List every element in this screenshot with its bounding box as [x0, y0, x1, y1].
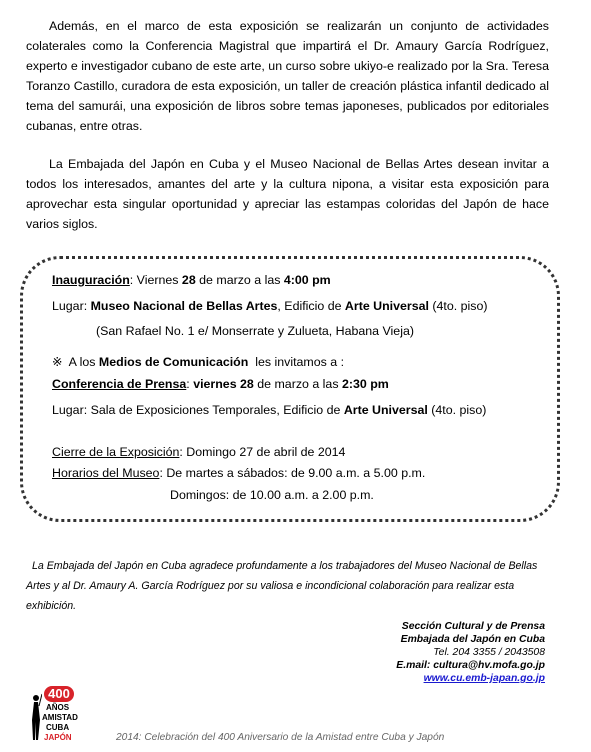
400-years-logo: 400 AÑOS AMISTAD CUBA JAPÓN: [28, 686, 90, 750]
press-venue-line: Lugar: Sala de Exposiciones Temporales, Edificio de Arte Universal (4to. piso): [52, 403, 487, 417]
sunday-hours-line: Domingos: de 10.00 a.m. a 2.00 p.m.: [170, 488, 374, 502]
venue-line: Lugar: Museo Nacional de Bellas Artes, Edificio de Arte Universal (4to. piso): [52, 299, 488, 313]
contact-block: [396, 620, 545, 685]
press-conference-label: Conferencia de Prensa: [52, 377, 187, 391]
email-line: E.mail: cultura@hv.mofa.go.jp: [396, 660, 545, 671]
section-name: Sección Cultural y de Prensa: [401, 621, 545, 632]
embassy-name: Embajada del Japón en Cuba: [400, 634, 545, 645]
closing-line: Cierre de la Exposición: Domingo 27 de abril de 2014: [52, 445, 346, 459]
phone-number: Tel. 204 3355 / 2043508: [433, 647, 545, 658]
acknowledgement-paragraph: La Embajada del Japón en Cuba agradece profundamente a los trabajadores del Museo Nacional de Bellas Artes y al Dr. Amaury A. García Rodríguez por su valiosa e incondicional colaboración para realizar esta exhibición.: [26, 560, 538, 612]
paragraph-activities: Además, en el marco de esta exposición se realizarán un conjunto de actividades colaterales como la Conferencia Magistral que impartirá el Dr. Amaury García Rodríguez, experto e investigador cubano de este arte, un curso sobre ukiyo-e realizado por la Sra. Teresa Toranzo Castillo, curadora de esta exposición, un taller de creación plástica infantil dedicado al tema del samurái, una exposición de libros sobre temas japoneses, publicados por editoriales cubanas, entre otras.: [26, 19, 549, 133]
footer-caption: 2014: Celebración del 400 Aniversario de la Amistad entre Cuba y Japón: [116, 732, 445, 743]
address-line: (San Rafael No. 1 e/ Monserrate y Zulueta, Habana Vieja): [96, 324, 414, 338]
media-line: ※ A los Medios de Comunicación les invitamos a :: [52, 355, 345, 369]
logo-number: 400: [44, 686, 74, 702]
reference-mark-icon: ※: [52, 355, 63, 369]
paragraph-invitation: La Embajada del Japón en Cuba y el Museo Nacional de Bellas Artes desean invitar a todos los interesados, amantes del arte y la cultura nipona, a visitar esta exposición para aprovechar esta singular oportunidad y apreciar las estampas coloridas del Japón de hace varios siglos.: [26, 157, 549, 231]
inauguration-label: Inauguración: [52, 273, 130, 287]
samurai-figure-icon: [30, 692, 42, 742]
press-conference-line: Conferencia de Prensa: viernes 28 de marzo a las 2:30 pm: [52, 377, 389, 391]
website-link[interactable]: www.cu.emb-japan.go.jp: [423, 673, 545, 684]
inauguration-line: Inauguración: Viernes 28 de marzo a las 4:00 pm: [52, 273, 331, 287]
hours-line: Horarios del Museo: De martes a sábados: de 9.00 a.m. a 5.00 p.m.: [52, 466, 426, 480]
email-address: cultura@hv.mofa.go.jp: [433, 660, 545, 671]
